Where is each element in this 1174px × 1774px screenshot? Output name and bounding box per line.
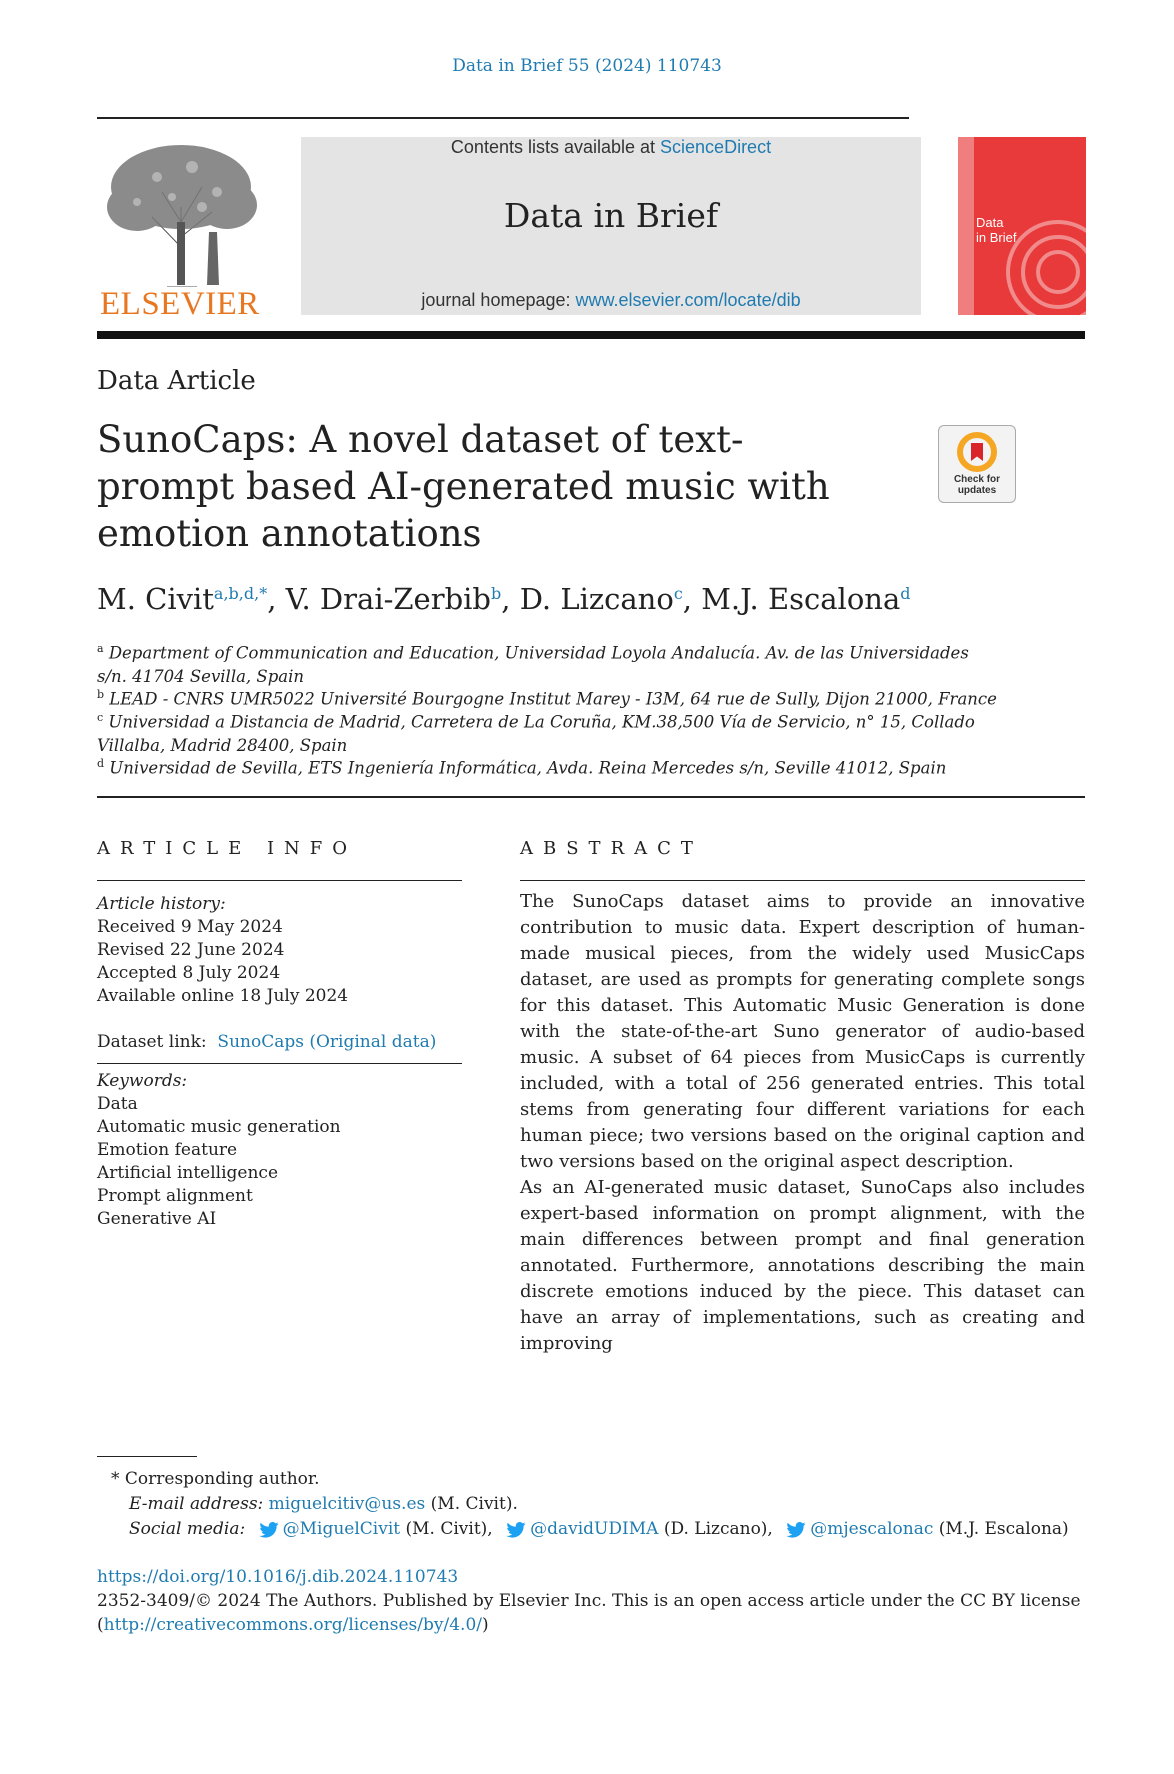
check-updates-icon [957, 432, 997, 472]
social-media-label: Social media: [129, 1519, 246, 1539]
social-owner: (M.J. Escalona) [938, 1519, 1069, 1539]
keyword: Artificial intelligence [97, 1163, 279, 1183]
social-owner: (M. Civit), [405, 1519, 493, 1539]
email-link[interactable]: miguelcitiv@us.es [268, 1494, 426, 1514]
article-history [97, 893, 462, 1008]
author-affiliation-marks[interactable]: d [900, 584, 911, 603]
affiliation-d [97, 752, 997, 780]
affiliation-mark: a [97, 642, 104, 655]
received-date: Received 9 May 2024 [97, 917, 283, 937]
affiliation-text: Universidad de Sevilla, ETS Ingeniería Informática, Avda. Reina Mercedes s/n, Seville 41012, Spain [109, 758, 947, 778]
author-separator: , [682, 582, 702, 616]
journal-title: Data in Brief [503, 196, 719, 235]
social-media-row [111, 1517, 1091, 1542]
article-info-rule [97, 880, 462, 881]
abstract-rule [520, 880, 1085, 881]
dataset-link[interactable]: SunoCaps (Original data) [217, 1032, 437, 1052]
affiliation-text: Universidad a Distancia de Madrid, Carretera de La Coruña, KM.38,500 Vía de Servicio, n° 15, Collado Villalba, Madrid 28400, Spain [97, 712, 975, 755]
check-updates-line2: updates [957, 485, 997, 496]
author-name: M. Civit [97, 582, 214, 616]
contents-prefix: Contents lists available at [450, 137, 661, 157]
journal-reference[interactable]: Data in Brief 55 (2024) 110743 [452, 56, 722, 76]
license-link-row [97, 1613, 1087, 1637]
twitter-handle-link[interactable]: @davidUDIMA [530, 1519, 659, 1539]
license-paren-open: ( [97, 1615, 104, 1635]
license-paren-close: ) [482, 1615, 489, 1635]
article-info-heading: ARTICLE INFO [97, 838, 358, 859]
article-type: Data Article [97, 366, 256, 396]
top-rule [97, 117, 909, 119]
corresponding-author-label: Corresponding author. [124, 1469, 320, 1489]
social-owner: (D. Lizcano), [663, 1519, 773, 1539]
revised-date: Revised 22 June 2024 [97, 940, 285, 960]
footnote-rule [97, 1456, 197, 1457]
keyword: Automatic music generation [97, 1117, 341, 1137]
twitter-icon [506, 1522, 526, 1538]
doi-link[interactable]: https://doi.org/10.1016/j.dib.2024.110743 [97, 1567, 459, 1587]
author-name: M.J. Escalona [701, 582, 901, 616]
history-label: Article history: [97, 894, 226, 914]
keyword: Data [97, 1094, 138, 1114]
elsevier-wordmark: ELSEVIER [100, 286, 260, 322]
affiliation-c [97, 706, 997, 757]
keyword: Generative AI [97, 1209, 217, 1229]
author-separator: , [501, 582, 520, 616]
dataset-link-label: Dataset link: [97, 1032, 207, 1052]
author-separator: , [267, 582, 286, 616]
cover-title-line1: Data [976, 215, 1004, 230]
license-text: 2352-3409/© 2024 The Authors. Published by Elsevier Inc. This is an open access article under the CC BY license [97, 1591, 1081, 1611]
author-affiliation-marks[interactable]: a,b,d,* [213, 584, 268, 603]
check-updates-line1: Check for [953, 474, 1001, 485]
cover-title [976, 215, 1016, 245]
header-thick-rule [97, 331, 1085, 339]
homepage-link[interactable]: www.elsevier.com/locate/dib [575, 290, 801, 310]
affiliation-a [97, 637, 997, 688]
check-updates-label [939, 474, 1015, 496]
article-title: SunoCaps: A novel dataset of text-prompt based AI-generated music with emotion annotations [97, 418, 830, 555]
check-for-updates-badge[interactable] [938, 425, 1016, 503]
author-affiliation-marks[interactable]: b [491, 584, 502, 603]
author-name: D. Lizcano [519, 582, 674, 616]
contents-line [301, 137, 921, 158]
twitter-icon [259, 1522, 279, 1538]
abstract-paragraph: The SunoCaps dataset aims to provide an innovative contribution to music data. Expert description of human-made musical pieces, from the widely used MusicCaps dataset, are used as prompts for generating complete songs for this dataset. This Automatic Music Generation is done with the state-of-the-art Suno generator of audio-based music. A subset of 64 pieces from MusicCaps is currently included, with a total of 256 generated entries. This total stems from generating four different variations for each human piece; two versions based on the original caption and two versions based on the original aspect description. [520, 891, 1085, 1172]
email-label: E-mail address: [129, 1494, 264, 1514]
sciencedirect-link[interactable]: ScienceDirect [660, 137, 772, 157]
doi-license-block [97, 1565, 1087, 1637]
author-list [97, 582, 911, 616]
homepage-prefix: journal homepage: [421, 290, 576, 310]
keywords-block [97, 1070, 462, 1231]
cover-title-line2: in Brief [976, 230, 1017, 245]
keyword: Emotion feature [97, 1140, 238, 1160]
affiliation-mark: b [97, 688, 105, 701]
affiliation-mark: c [97, 711, 104, 724]
dataset-link-row [97, 1032, 436, 1052]
author-affiliation-marks[interactable]: c [673, 584, 683, 603]
twitter-handle-link[interactable]: @mjescalonac [810, 1519, 934, 1539]
journal-cover[interactable] [958, 137, 1086, 315]
abstract-heading: ABSTRACT [520, 838, 703, 859]
abstract-body [520, 889, 1085, 1357]
email-row [111, 1492, 1091, 1517]
bookmark-icon [971, 443, 983, 461]
corresponding-author-note [111, 1467, 1091, 1492]
affiliation-mark: d [97, 757, 105, 770]
author-name: V. Drai-Zerbib [285, 582, 491, 616]
footnote-star: * [111, 1469, 120, 1489]
homepage-line [301, 290, 921, 311]
twitter-handle-link[interactable]: @MiguelCivit [282, 1519, 401, 1539]
cover-strip [958, 137, 974, 315]
license-link[interactable]: http://creativecommons.org/licenses/by/4.0/ [103, 1615, 482, 1635]
email-owner: (M. Civit). [430, 1494, 518, 1514]
cover-arcs-icon [988, 177, 1086, 315]
footnotes [111, 1467, 1091, 1542]
abstract-paragraph: As an AI-generated music dataset, SunoCaps also includes expert-based information on prompt alignment, with the main differences between prompt and final generation annotated. Furthermore, annotations describing the main discrete emotions induced by the piece. This dataset can have an array of implementations, such as creating and improving [520, 1177, 1085, 1354]
affiliation-text: LEAD - CNRS UMR5022 Université Bourgogne Institut Marey - I3M, 64 rue de Sully, Dijon 21000, France [109, 689, 997, 709]
accepted-date: Accepted 8 July 2024 [97, 963, 281, 983]
available-date: Available online 18 July 2024 [97, 986, 349, 1006]
keywords-label: Keywords: [97, 1071, 188, 1091]
affiliation-text: Department of Communication and Education, Universidad Loyola Andalucía. Av. de las Universidades s/n. 41704 Sevilla, Spain [97, 643, 969, 686]
keyword: Prompt alignment [97, 1186, 253, 1206]
section-rule [97, 796, 1085, 798]
twitter-icon [786, 1522, 806, 1538]
keywords-rule [97, 1063, 462, 1064]
